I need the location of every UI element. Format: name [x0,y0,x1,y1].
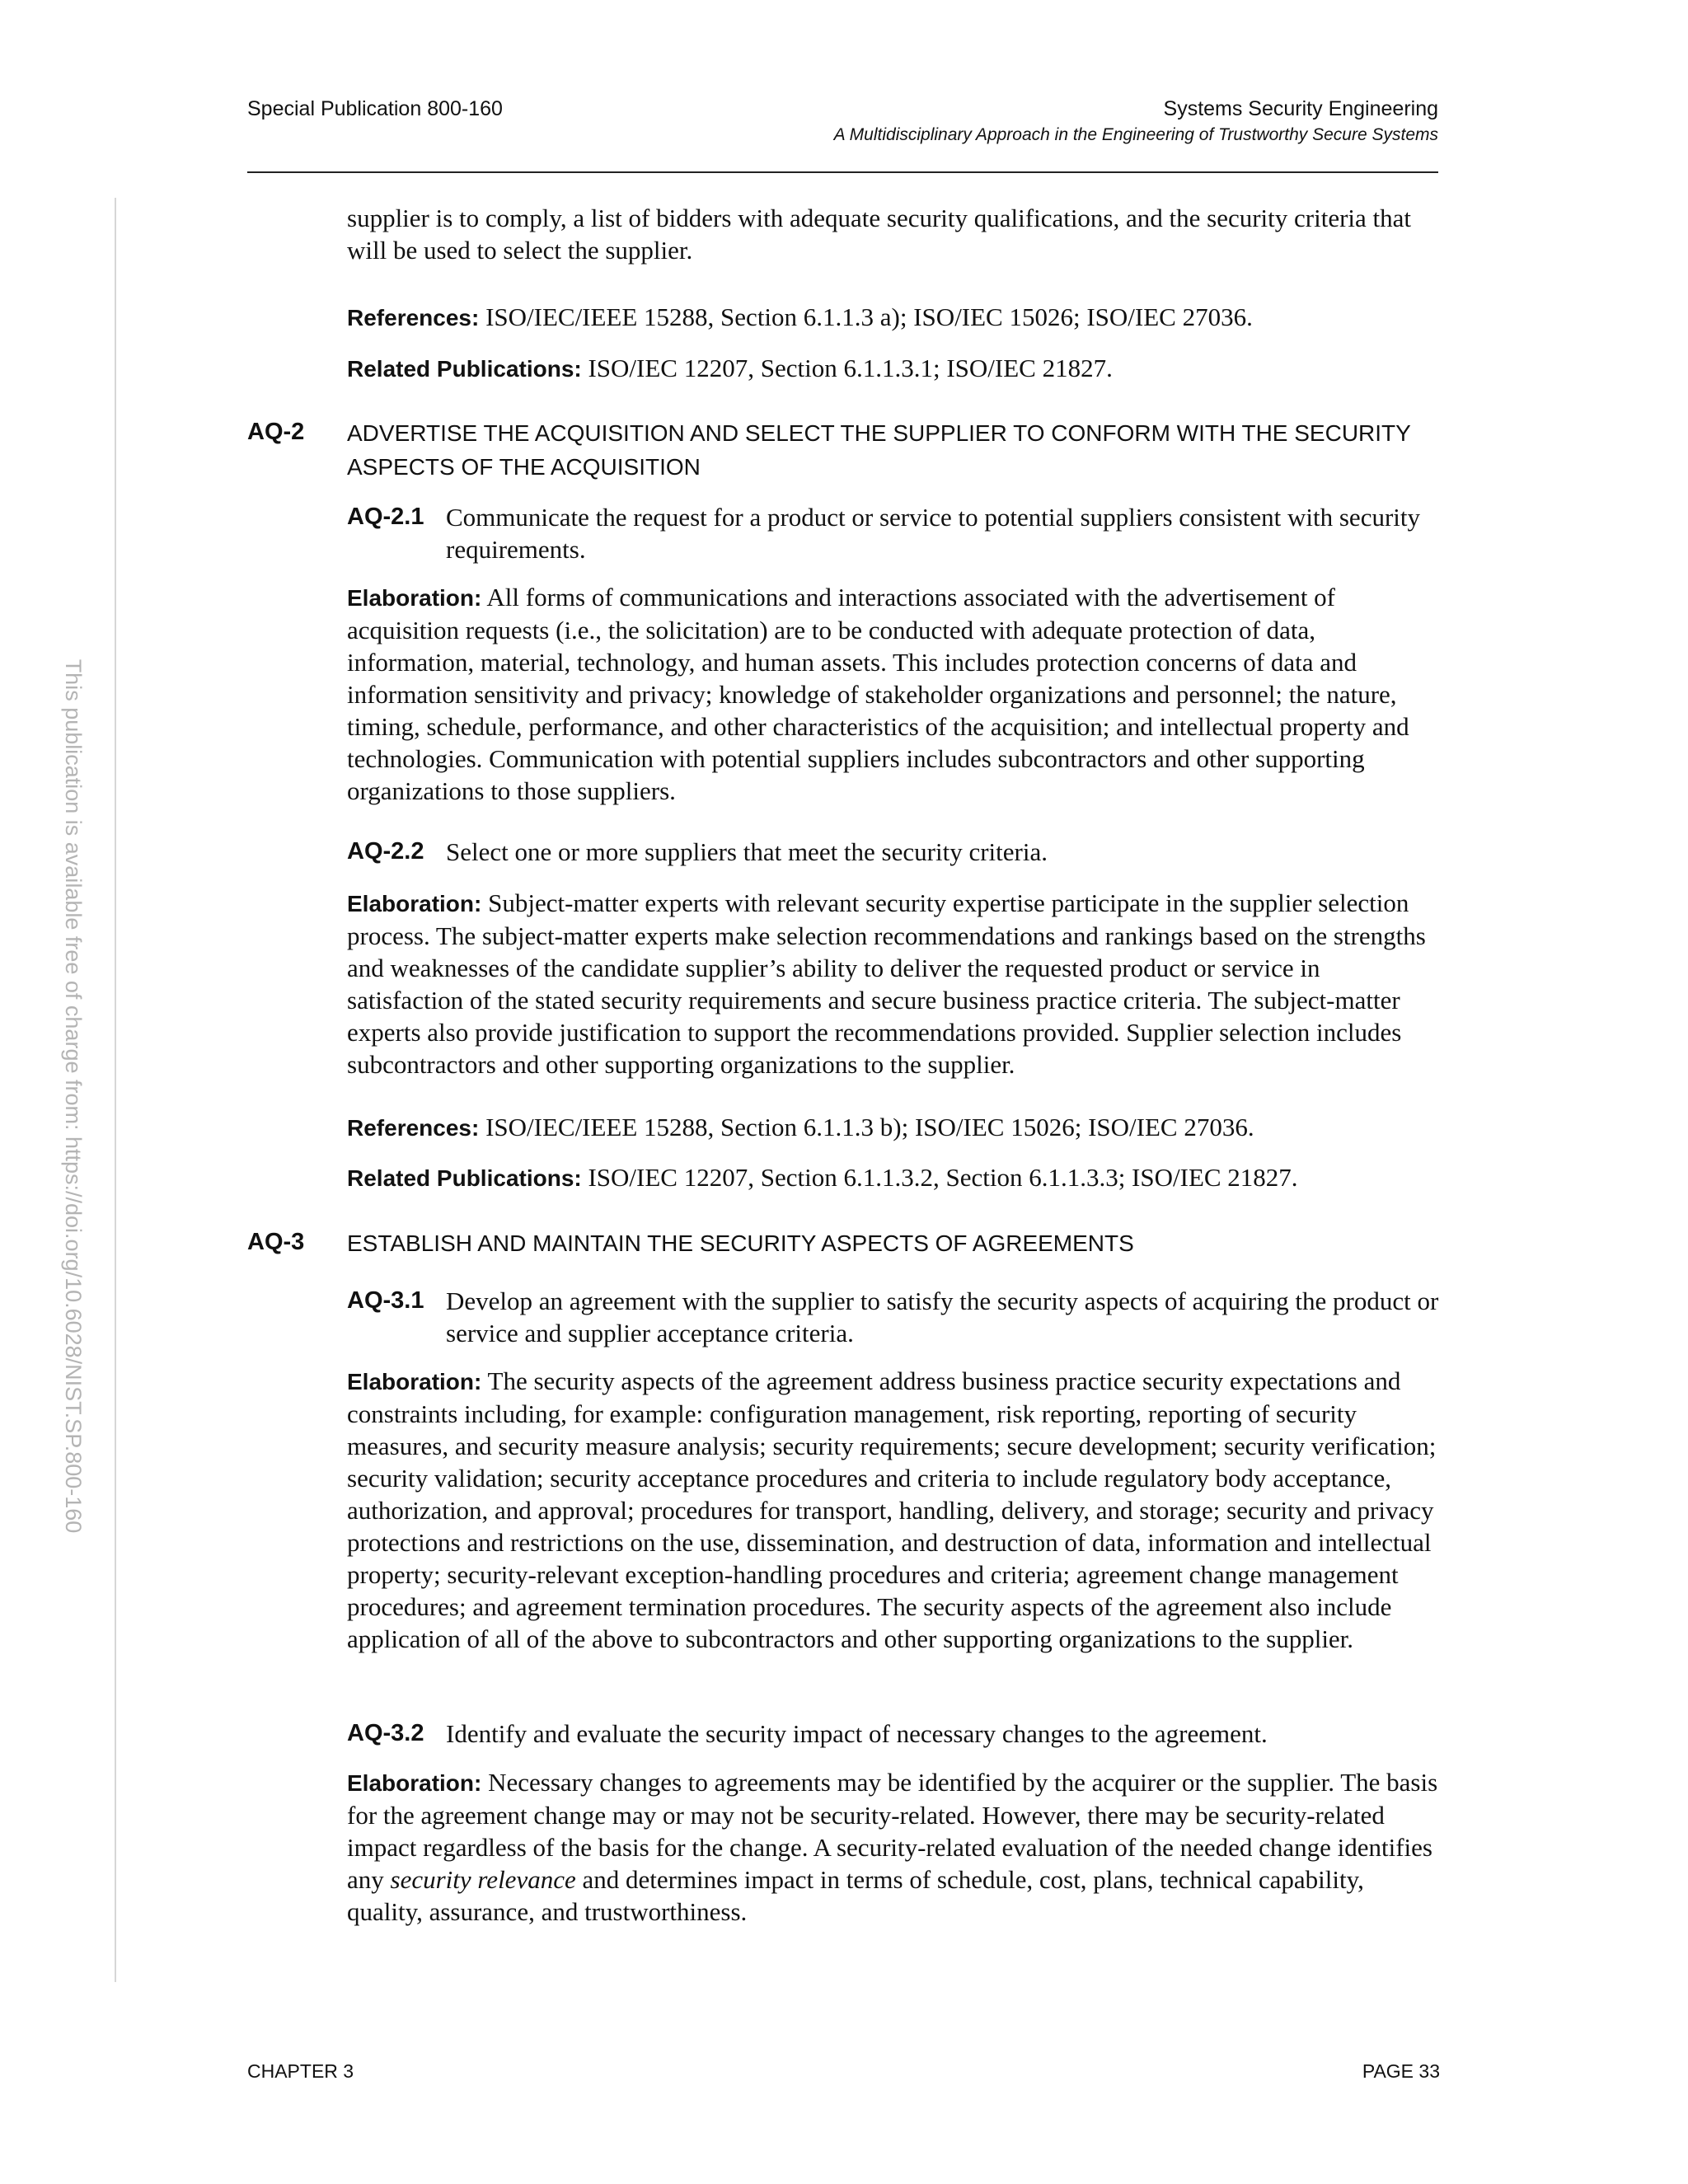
elaboration-aq2-2 [347,887,1442,1080]
header-rule [247,171,1438,173]
elaboration-label: Elaboration: [347,1770,482,1796]
intro-related-publications [347,352,1442,385]
sidebar-rule [115,198,116,1982]
running-header-publication: Special Publication 800-160 [247,97,503,120]
aq2-related-publications [347,1161,1442,1194]
running-header-title: Systems Security Engineering [1163,97,1438,120]
references-text: ISO/IEC/IEEE 15288, Section 6.1.1.3 b); ISO/IEC 15026; ISO/IEC 27036. [485,1113,1254,1141]
references-label: References: [347,305,480,330]
subsection-text-aq3-2: Identify and evaluate the security impact of necessary changes to the agreement. [446,1719,1268,1748]
elaboration-text: The security aspects of the agreement address business practice security expectations and constraints including, for example: configuration management, risk reporting, reporting of security measures, and security measure analysis; security requirements; secure development; security verification; security validation; security acceptance procedures and criteria to include regulatory body acceptance, authorization, and approval; procedures for transport, handling, delivery, and storage; security and privacy protections and restrictions on the use, dissemination, and destruction of data, information and intellectual property; security-relevant exception-handling procedures and criteria; agreement change management procedures; and agreement termination procedures. The security aspects of the agreement also include application of all of the above to subcontractors and other supporting organizations to the supplier. [347,1366,1437,1653]
section-title-aq2-line1: ADVERTISE THE ACQUISITION AND SELECT THE SUPPLIER TO CONFORM WITH THE SECURITY [347,420,1411,446]
subsection-text-aq3-1: Develop an agreement with the supplier to satisfy the security aspects of acquiring the product or service and supplier acceptance criteria. [446,1286,1439,1347]
elaboration-label: Elaboration: [347,585,482,611]
references-label: References: [347,1115,480,1141]
subsection-text-aq2-2: Select one or more suppliers that meet the security criteria. [446,837,1048,866]
section-code-aq3: AQ-3 [247,1229,305,1255]
elaboration-text: Subject-matter experts with relevant security expertise participate in the supplier selection process. The subject-matter experts make selection recommendations and rankings based on the strengths and weaknesses of the candidate supplier’s ability to deliver the requested product or service in satisfaction of the stated security requirements and secure business practice criteria. The subject-matter experts also provide justification to support the recommendations provided. Supplier selection includes subcontractors and other supporting organizations to the supplier. [347,888,1426,1079]
elaboration-aq3-2 [347,1766,1442,1928]
elaboration-aq3-1 [347,1365,1442,1655]
running-header-subtitle: A Multidisciplinary Approach in the Engineering of Trustworthy Secure Systems [833,125,1438,144]
elaboration-text: All forms of communications and interactions associated with the advertisement of acquisition requests (i.e., the solicitation) are to be conducted with adequate protection of data, information, material, technology, and human assets. This includes protection concerns of data and information sensitivity and privacy; knowledge of stakeholder organizations and personnel; the nature, timing, schedule, performance, and other characteristics of the acquisition; and intellectual property and technologies. Communication with potential suppliers includes subcontractors and other supporting organizations to those suppliers. [347,583,1409,805]
footer-chapter: CHAPTER 3 [247,2060,354,2082]
section-title-aq3: ESTABLISH AND MAINTAIN THE SECURITY ASPECTS OF AGREEMENTS [347,1230,1134,1256]
elaboration-italic-term: security relevance [390,1865,576,1894]
section-title-aq2-line2: ASPECTS OF THE ACQUISITION [347,454,701,480]
aq2-references [347,1111,1442,1144]
section-code-aq2: AQ-2 [247,419,305,445]
elaboration-label: Elaboration: [347,891,482,916]
related-publications-text: ISO/IEC 12207, Section 6.1.1.3.1; ISO/IEC 21827. [588,354,1113,382]
references-text: ISO/IEC/IEEE 15288, Section 6.1.1.3 a); ISO/IEC 15026; ISO/IEC 27036. [485,302,1253,331]
footer-page-number: PAGE 33 [1362,2060,1440,2082]
sidebar-availability-note: This publication is available free of charge from: https://doi.org/10.6028/NIST.SP.800-160 [61,658,86,1534]
subsection-code-aq2-2: AQ-2.2 [347,838,424,865]
elaboration-aq2-1 [347,581,1442,807]
intro-paragraph: supplier is to comply, a list of bidders with adequate security qualifications, and the security criteria that will be used to select the supplier. [347,204,1412,265]
elaboration-text-part2: and determines impact in terms of schedule, cost, plans, technical capability, quality, assurance, and trustworthiness. [347,1865,1364,1926]
elaboration-text-part1: Necessary changes to agreements may be identified by the acquirer or the supplier. The basis for the agreement change may or may not be security-related. However, there may be security-related impact regardless of the basis for the change. A security-related evaluation of the needed change identifies any [347,1768,1438,1894]
section-title-aq2 [347,416,1411,484]
subsection-code-aq2-1: AQ-2.1 [347,504,424,530]
related-publications-label: Related Publications: [347,356,582,382]
subsection-code-aq3-1: AQ-3.1 [347,1287,424,1314]
intro-references [347,301,1442,334]
related-publications-label: Related Publications: [347,1165,582,1191]
subsection-code-aq3-2: AQ-3.2 [347,1720,424,1746]
related-publications-text: ISO/IEC 12207, Section 6.1.1.3.2, Section 6.1.1.3.3; ISO/IEC 21827. [588,1163,1298,1192]
subsection-text-aq2-1: Communicate the request for a product or service to potential suppliers consistent with security requirements. [446,503,1420,564]
elaboration-label: Elaboration: [347,1369,482,1394]
